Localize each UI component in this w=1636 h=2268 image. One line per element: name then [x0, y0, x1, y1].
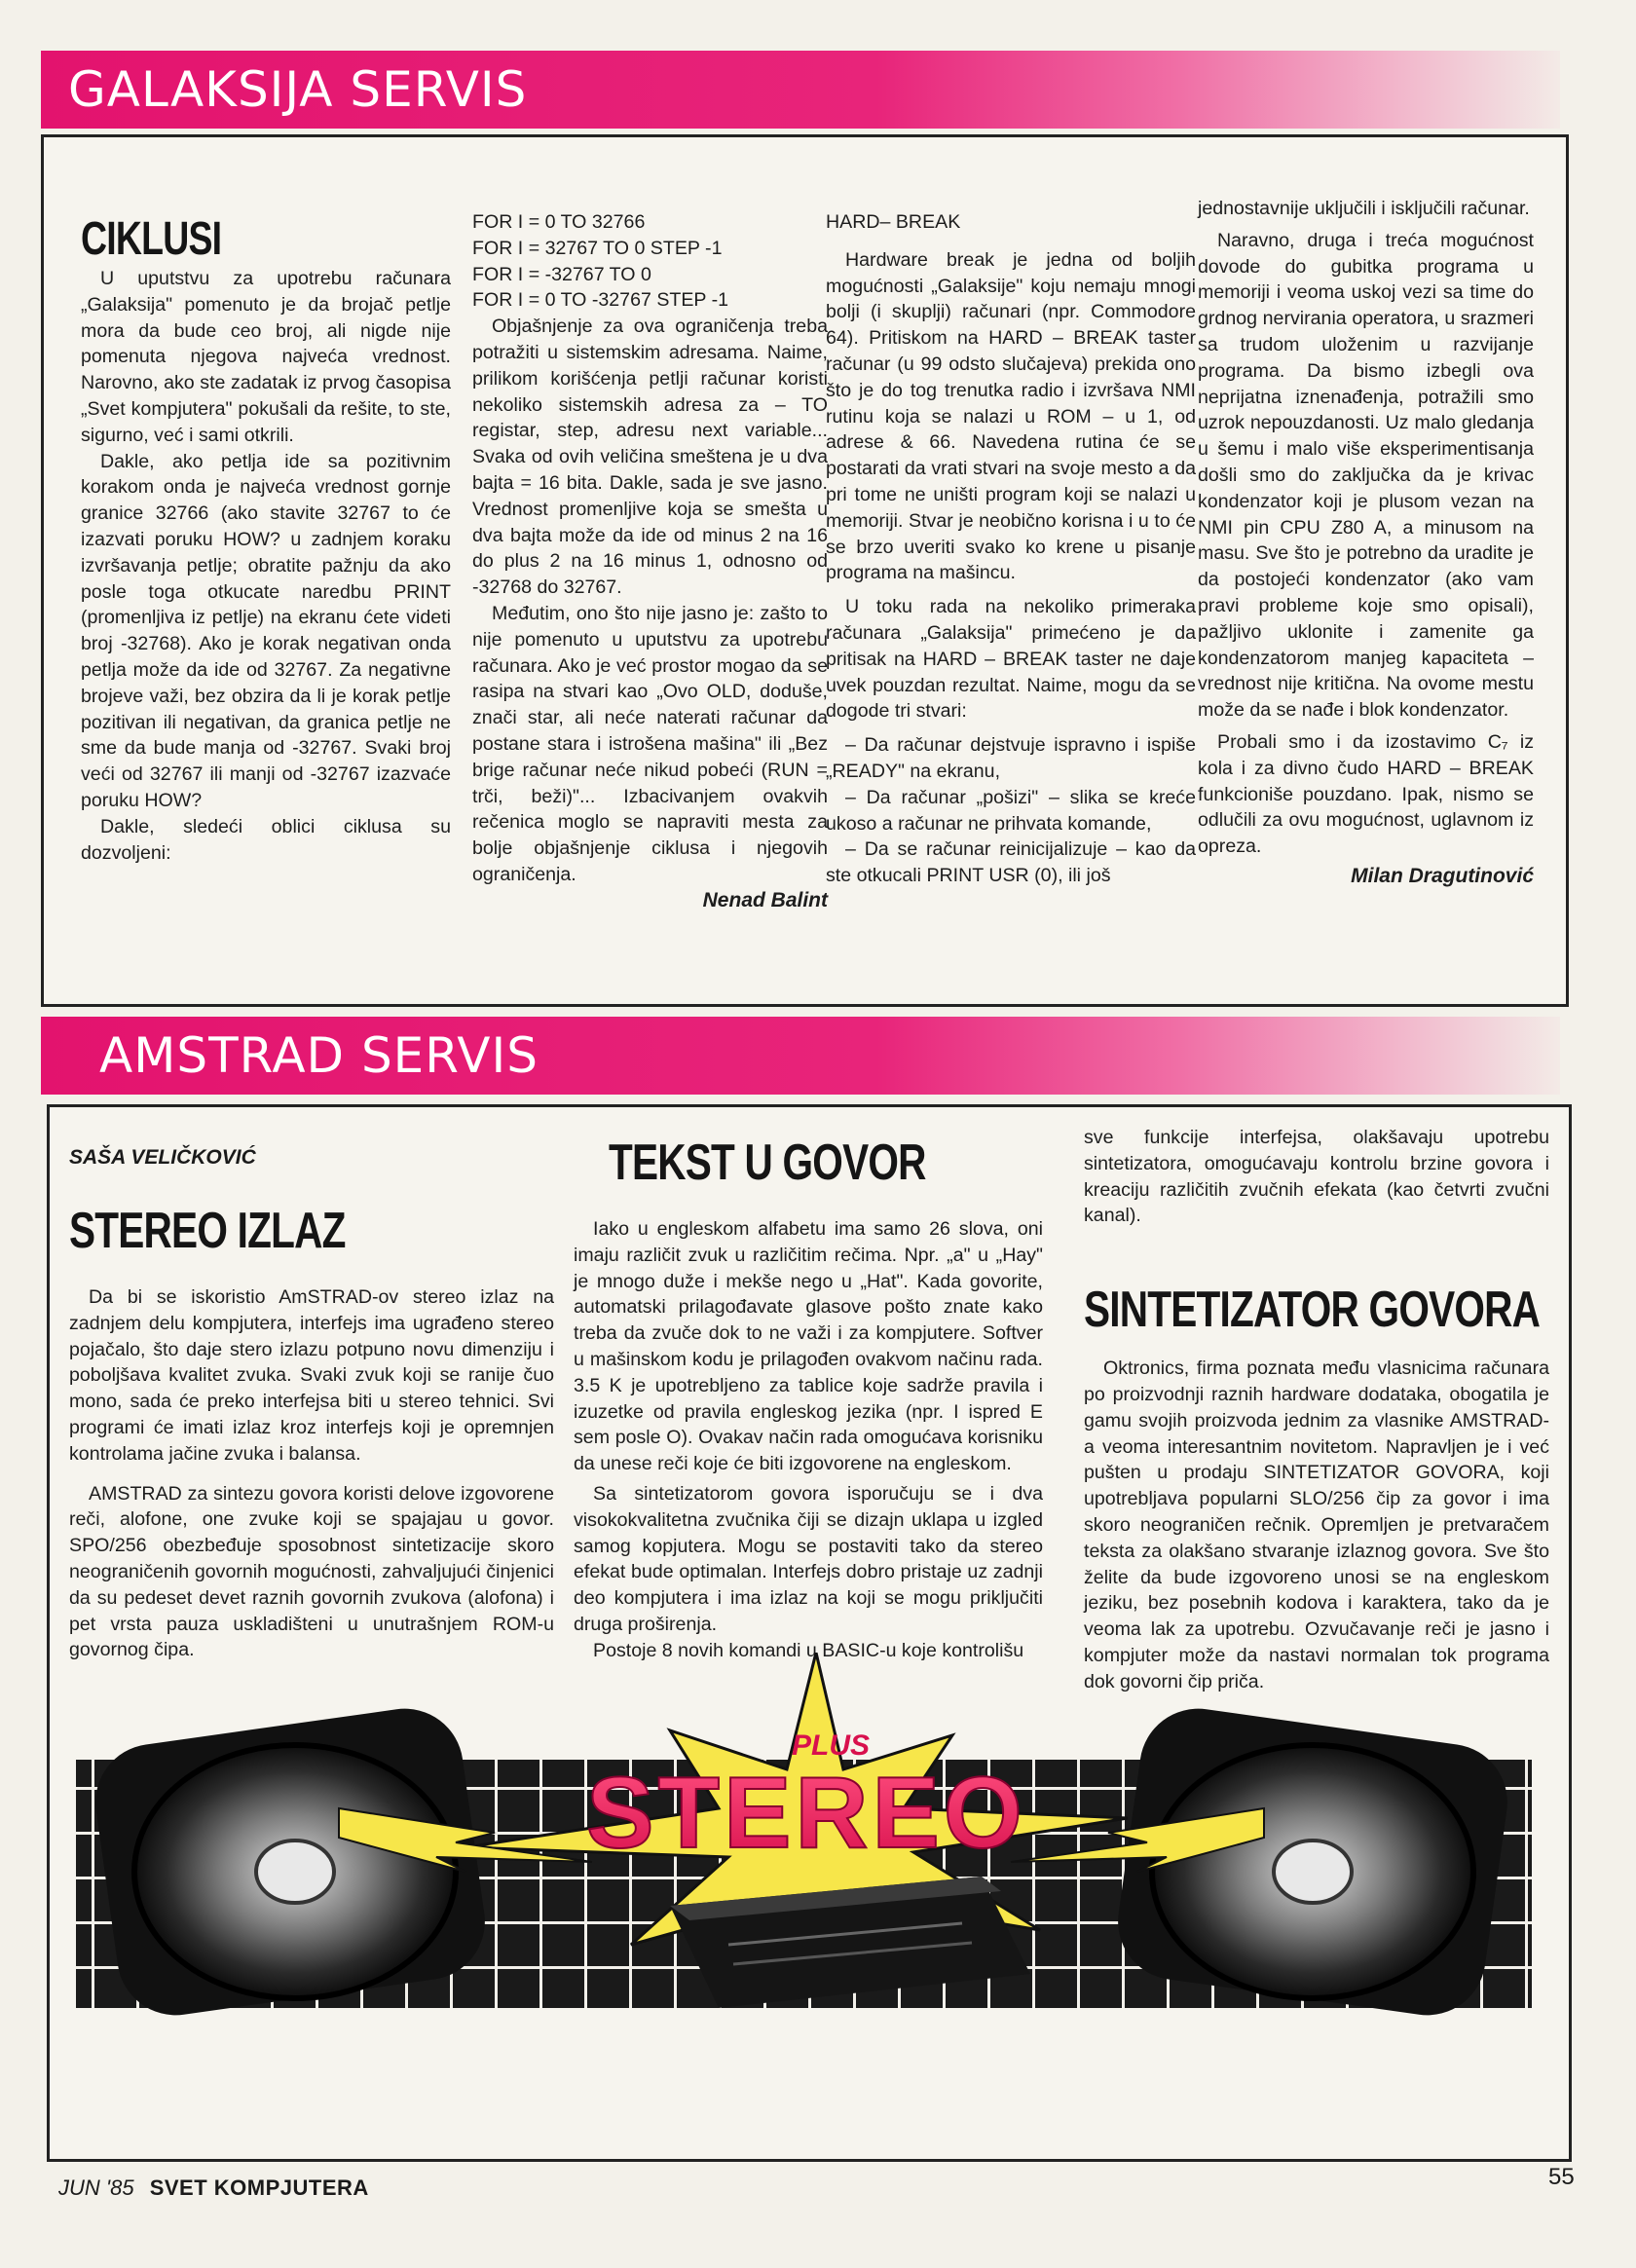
stereo-column [69, 1205, 554, 1663]
hardbreak-column-4 [1198, 196, 1534, 890]
page-number: 55 [1548, 2164, 1575, 2190]
footer-issue: JUN '85 [58, 2175, 134, 2200]
ciklusi-paragraph: Objašnjenje za ova ograničenja treba potražiti u sistemskim adresama. Naime, prilikom korišćenja petlji računar koristi nekoliko sistemskih adresa za – TO registar, step, adresu next variable... Svaka od ovih veličina smeštena je u dva bajta = 16 bita. Dakle, sada je sve jasno. Vrednost promenljive koja se smešta u dva bajta može da ide od minus 2 na 16 do plus 2 na 16 minus 1, odnosno od -32768 do 32767. [472, 316, 828, 599]
hardbreak-paragraph: – Da se računar reinicijalizuje – kao da ste otkucali PRINT USR (0), ili još [826, 838, 1196, 887]
ciklusi-paragraph: U uputstvu za upotrebu računara „Galaksija" pomenuto je da brojač petlje mora da bude ceo broj, ali nigde nije pomenuta njegova najveća vrednost. Narovno, ako ste zadatak iz prvog časopisa „Svet kompjutera" pokušali da rešite, to ste, sigurno, već i sami otkrili. [81, 268, 451, 446]
hardbreak-paragraph: Probali smo i da izostavimo C₇ iz kola i za divno čudo HARD – BREAK funkcioniše pouzdano. Ipak, nismo se odlučili za ovu mogućnost, uglavnom iz opreza. [1198, 730, 1534, 858]
amstrad-article-box [47, 1104, 1572, 2162]
hardbreak-paragraph: jednostavnije uključili i isključili računar. [1198, 198, 1530, 219]
hardbreak-paragraph: Naravno, druga i treća mogućnost dovode do gubitka programa u memoriji i veoma uskoj vezi sa time do grdnog nervirania operatora, u srazmeri sa trudom uloženim u razvijanje programa. Da bismo izbegli ova neprijatna iznenađenja, potražili smo uzrok nepouzdanosti. Uz malo gledanja u šemu i malo više eksperimentisanja došli smo do zaključka da je krivac kondenzator koji je plusom vezan na NMI pin CPU Z80 A, a minusom na masu. Sve što je potrebno da uradite je da postojeći kondenzator (ako vam pravi probleme koje smo opisali), pažljivo uklonite i zamenite ga kondenzatorom manjeg kapaciteta – vrednost nije kritična. Na ovome mestu može da se nađe i blok kondenzator. [1198, 229, 1534, 722]
hardbreak-paragraph: U toku rada na nekoliko primeraka računara „Galaksija" primećeno je da pritisak na HARD – BREAK taster ne daje uvek pouzdan rezultat. Naime, mogu da se dogode tri stvari: [826, 596, 1196, 723]
stereo-illustration [47, 1653, 1566, 2042]
code-line: FOR I = 0 TO 32766 [472, 211, 646, 233]
stereo-title: STEREO IZLAZ [69, 1203, 346, 1259]
ciklusi-title: CIKLUSI [81, 213, 222, 265]
amstrad-author: SAŠA VELIČKOVIĆ [69, 1146, 256, 1169]
tekst-paragraph: Iako u engleskom alfabetu ima samo 26 slova, oni imaju različit zvuk u različitim rečima. Npr. „a" u „Hay" je mnogo duže i mekše nego u „Hat". Kada govorite, automatski prilagođavate glasove pošto znate kako treba da zvuče dok to ne važi i za kompjutere. Softver u mašinskom kodu je prilagođen ovakvom načinu rada. 3.5 K je upotrebljeno za tablice koje sadrže pravila i izuzetke od pravila engleskog jezika (npr. I ispred E sem posle O). Ovakav način rada omogućava korisniku da unese reči koje će biti izgovorene na engleskom. [574, 1218, 1043, 1475]
ciklusi-paragraph: Međutim, ono što nije jasno je: zašto to nije pomenuto u uputstvu za upotrebu računara. Ako je već prostor mogao da se rasipa na stvari kao „Ovo OLD, doduše, znači star, ali neće naterati računar da postane stara i istrošena mašina" ili „Bez brige računar neće nikud pobeći (RUN = trči, beži)"... Izbacivanjem ovakvih rečenica moglo se napraviti mesta za bolje objašnjenje ciklusa i njegovih ograničenja. [472, 602, 828, 885]
footer-magazine: SVET KOMPJUTERA [149, 2175, 369, 2200]
tekst-column [574, 1136, 1043, 1664]
stereo-paragraph: Da bi se iskoristio AmSTRAD-ov stereo izlaz na zadnjem delu kompjutera, interfejs ima ugrađeno stereo pojačalo, što daje stero izlazu potpuno novu dimenziju i poboljšava kvalitet zvuka. Svaki zvuk koji se ranije čuo mono, sada će preko interfejsa biti u stereo tehnici. Svi programi će imati izlaz kroz interfejs koji je opremnjen kontrolama jačine zvuka i balansa. [69, 1286, 554, 1465]
galaksija-article-box [41, 134, 1569, 1007]
tekst-paragraph: Sa sintetizatorom govora isporučuju se i dva visokokvalitetna zvučnika čiji se dizajn uklapa u izgled samog kopjutera. Mogu se postaviti tako da stereo efekat bude optimalan. Interfejs dobro pristaje uz zadnji deo kompjutera i ima izlaz na koji se mogu priključiti druga proširenja. [574, 1482, 1043, 1635]
amstrad-banner [41, 1017, 1560, 1095]
hardbreak-paragraph: Hardware break je jedna od boljih mogućnosti „Galaksije" koju nemaju mnogi bolji (i skuplji) računari (npr. Commodore 64). Pritiskom na HARD – BREAK taster računar (u 99 odsto slučajeva) prekida ono što je do tog trenutka radio i izvršava NMI rutinu koja se nalazi u ROM – u 1, od adrese & 66. Navedena rutina će se postarati da vrati stvari na svoje mesto a da pri tome ne uništi program koji se nalazi u memoriji. Stvar je neobično korisna i u to će se brzo uveriti svako ko krene u pisanje programa na mašincu. [826, 248, 1196, 584]
page-footer [58, 2175, 369, 2201]
amstrad-banner-title: AMSTRAD SERVIS [99, 1027, 539, 1084]
sint-intro: sve funkcije interfejsa, olakšavaju upotrebu sintetizatora, omogućavaju kontrolu brzine govora i kreaciju različitih zvučnih efekata (kao četvrti zvučni kanal). [1084, 1127, 1549, 1227]
sint-paragraph: Oktronics, firma poznata među vlasnicima računara po proizvodnji raznih hardware dodataka, obogatila je gamu svojih proizvoda jednim za vlasnike AMSTRAD-a veoma interesantnim novitetom. Napravljen je i već pušten u prodaju SINTETIZATOR GOVORA, koji upotrebljava popularni SLO/256 čip za govor i ima skoro neograničen rečnik. Opremljen je pretvaračem teksta za olakšano stvaranje izlaznog govora. Sve što želite da bude izgovoreno unosi se na engleskom jeziku, bez posebnih kodova i karaktera, tako da je veoma lak za upotrebu. Ozvučavanje reči je jasno i kompjuter može da nastavi normalan tok programa dok govorni čip priča. [1084, 1357, 1549, 1692]
tekst-paragraph: Postoje 8 novih komandi u BASIC-u koje kontrolišu [593, 1639, 1024, 1661]
code-line: FOR I = 0 TO -32767 STEP -1 [472, 289, 729, 312]
galaksija-banner [41, 51, 1560, 129]
stereo-paragraph: AMSTRAD za sintezu govora koristi delove izgovorene reči, alofone, one zvuke koji se spajajau u govor. SPO/256 obezbeđuje sposobnost sintetizacije skoro neograničenih govornih mogućnosti, zahvaljujući činjenici da su pedeset devet raznih govornih zvukova (alofona) i pet vrsta pauza uskladišteni u unutrašnjem ROM-u govornog čipa. [69, 1482, 554, 1661]
hardbreak-title: HARD– BREAK [826, 211, 961, 233]
ciklusi-author: Nenad Balint [702, 888, 828, 911]
hardbreak-author: Milan Dragutinović [1351, 864, 1534, 887]
ciklusi-paragraph: Dakle, ako petlja ide sa pozitivnim korakom onda je najveća vrednost gornje granice 32766 (ako stavite 32767 to će izazvati poruku HOW? u zadnjem koraku izvršavanja petlje; obratite pažnju da ako posle toga otkucate naredbu PRINT (promenljiva iz petlje) na ekranu ćete videti broj -32768). Ako je korak negativan onda petlja može da ide od 32767. Za negativne brojeve važi, bez obzira da li je korak petlje pozitivan ili negativan, da granica petlje ne sme da bude manja od -32767. Svaki broj veći od 32767 ili manji od -32767 izazvaće poruku HOW? [81, 450, 451, 811]
hardbreak-paragraph: – Da računar „pošizi" – slika se kreće ukoso a računar ne prihvata komande, [826, 786, 1196, 835]
tekst-title: TEKST U GOVOR [609, 1134, 926, 1191]
stereo-label: STEREO [586, 1757, 1026, 1870]
code-line: FOR I = 32767 TO 0 STEP -1 [472, 237, 723, 259]
galaksija-banner-title: GALAKSIJA SERVIS [68, 61, 528, 118]
hardbreak-column-3 [826, 209, 1196, 889]
hardbreak-paragraph: – Da računar dejstvuje ispravno i ispiše „READY" na ekranu, [826, 734, 1196, 782]
plus-label: PLUS [792, 1729, 871, 1762]
ciklusi-column-1 [81, 215, 451, 866]
sint-title: SINTETIZATOR GOVORA [1084, 1282, 1541, 1339]
ciklusi-paragraph: Dakle, sledeći oblici ciklusa su dozvoljeni: [81, 815, 451, 864]
code-line: FOR I = -32767 TO 0 [472, 263, 651, 285]
sint-column [1084, 1125, 1549, 1695]
ciklusi-column-2 [472, 209, 828, 914]
